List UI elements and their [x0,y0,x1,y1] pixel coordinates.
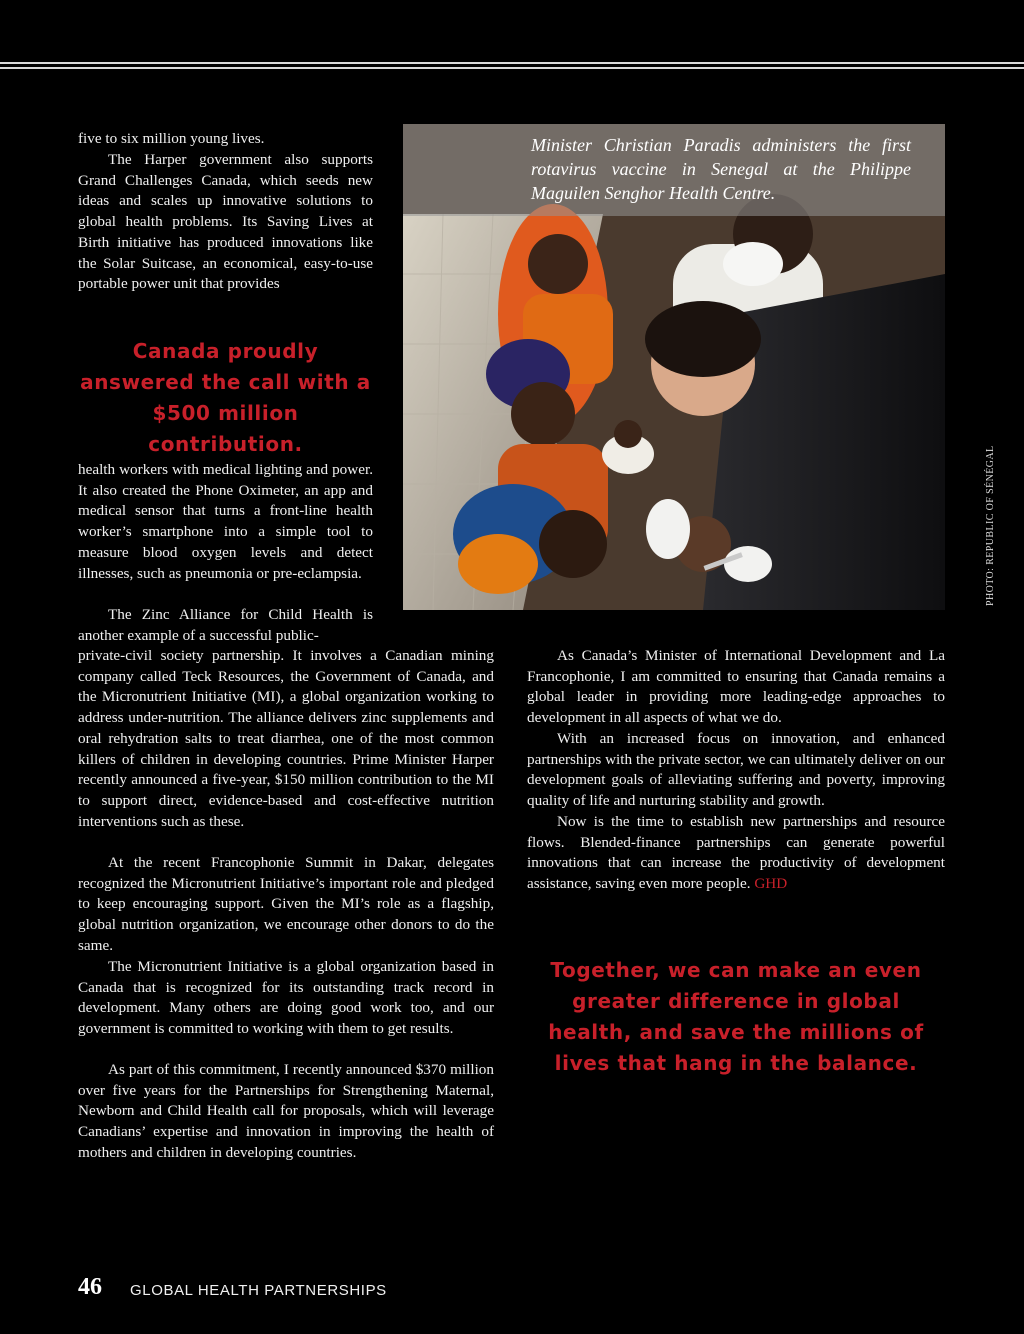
body-paragraph-innovation: With an increased focus on innovation, and enhanced partnerships with the private sector, we can ultimately deliver on our development goals of alleviating suffering and poverty, improving quality of life and nurturing stability and growth. [527,730,945,810]
body-paragraph-grand-challenges: The Harper government also supports Grand Challenges Canada, which seeds new ideas and scales up innovative solutions to global health problems. Its Saving Lives at Birth initiative has produced innovations like the Solar Suitcase, an economical, easy-to-use portable power unit that provides [78,151,373,293]
body-paragraph-micronutrient-initiative: The Micronutrient Initiative is a global organization based in Canada that is recognized for its outstanding track record in development. Many others are doing good work too, and our government is committed to working with them to get results. [78,958,494,1038]
page-number: 46 [78,1274,102,1300]
body-paragraph-now-text: Now is the time to establish new partnerships and resource flows. Blended-finance partnerships can generate powerful innovations that can increase the productivity of development assistance, saving even more people. [527,813,945,893]
running-title: GLOBAL HEALTH PARTNERSHIPS [130,1282,387,1299]
header-rule-bottom [0,67,1024,69]
end-mark: GHD [754,875,788,893]
body-paragraph-francophonie-summit: At the recent Francophonie Summit in Dakar, delegates recognized the Micronutrient Initiative’s important role and pledged to keep encouraging support. Given the MI’s role as a flagship, global nutrition organization, we encourage other donors to do the same. [78,854,494,954]
header-rule-top [0,62,1024,64]
body-paragraph-commitment: As part of this commitment, I recently announced $370 million over five years for the Partnerships for Strengthening Maternal, Newborn and Child Health call for proposals, which will leverage Canadians’ expertise and innovation in improving the health of mothers and children in developing countries. [78,1061,494,1161]
photo-vaccine-administration [403,124,945,610]
body-paragraph-zinc-alliance-start: The Zinc Alliance for Child Health is another example of a successful public- [78,606,373,644]
body-paragraph-now-is-the-time [527,812,945,895]
body-paragraph-health-workers: health workers with medical lighting and power. It also created the Phone Oximeter, an app and medical sensor that turns a front-line health worker’s smartphone into a simple tool to measure blood oxygen levels and detect illnesses, such as pneumonia or pre-eclampsia. [78,461,373,582]
body-paragraph-minister: As Canada’s Minister of International Development and La Francophonie, I am committed to ensuring that Canada remains a global leader in providing more leading-edge approaches to development in all aspects of what we do. [527,647,945,727]
body-paragraph-zinc-alliance: private-civil society partnership. It involves a Canadian mining company called Teck Resources, the Government of Canada, and the Micronutrient Initiative (MI), a global organization working to address under-nutrition. The alliance delivers zinc supplements and oral rehydration salts to treat diarrhea, one of the most common killers of children in developing countries. Prime Minister Harper recently announced a five-year, $150 million contribution to the MI to support direct, evidence-based and cost-effective nutrition interventions such as these. [78,647,494,830]
pull-quote-right: Together, we can make an even greater difference in global health, and save the millions of lives that hang in the balance. [548,958,924,1075]
body-paragraph-continued: five to six million young lives. [78,130,265,147]
photo-credit: PHOTO: REPUBLIC OF SÉNÉGAL [985,445,996,606]
photo-caption: Minister Christian Paradis administers the first rotavirus vaccine in Senegal at the Philippe Maguilen Senghor Health Centre. [531,135,911,203]
pull-quote-left: Canada proudly answered the call with a $500 million contribution. [80,339,371,456]
